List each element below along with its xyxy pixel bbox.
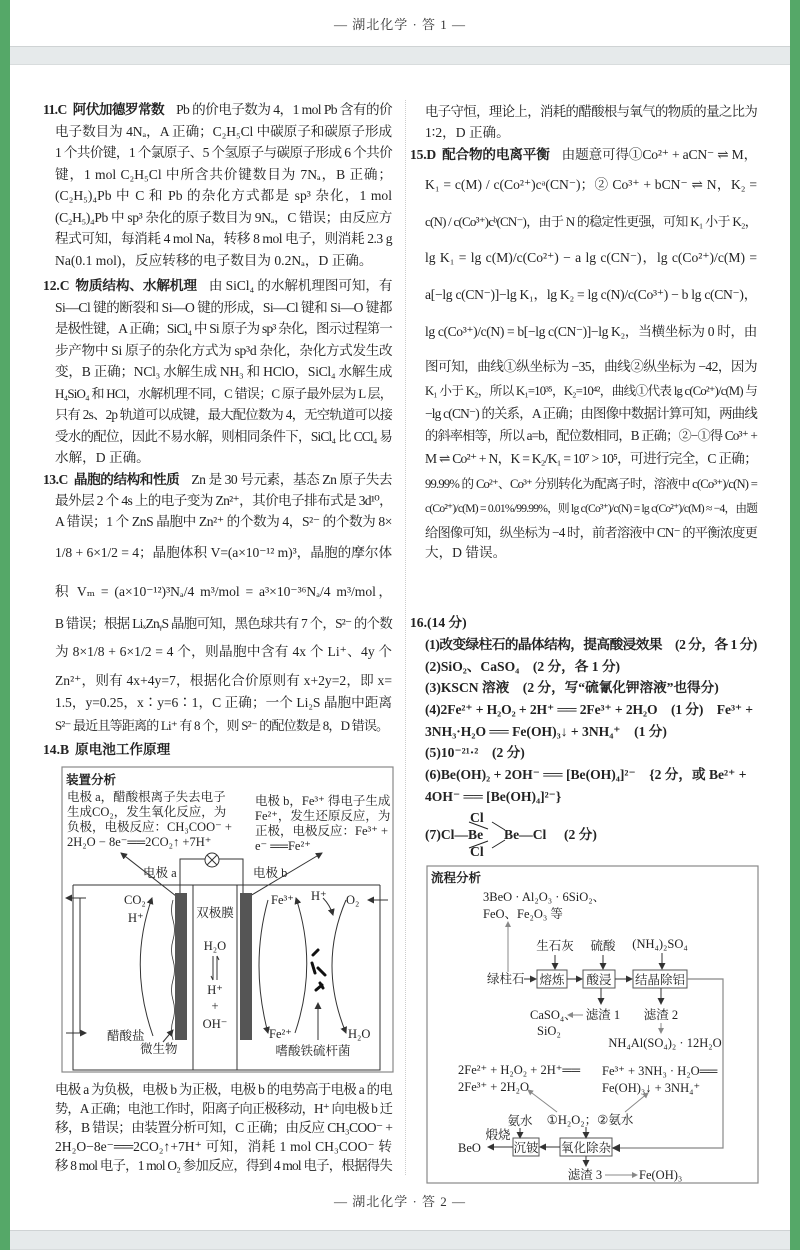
answer-line: A 错误；1 个 ZnS 晶胞中 Zn²⁺ 的个数为 4，S²⁻ 的个数为 8× <box>55 514 393 529</box>
question-topic: 晶胞的结构和性质 <box>73 472 180 487</box>
answer-line: (C₂H₅)₄Pb 中 C 和 Pb 的杂化方式都是 sp³ 杂化，1 mol <box>55 188 392 203</box>
ammonia-label: 氨水 <box>507 1114 533 1128</box>
question-topic: 物质结构、水解机理 <box>75 278 197 293</box>
answer-line: 势，A 正确；电池工作时，阳离子向正极移动，H⁺ 向电极 b 迁 <box>55 1101 392 1116</box>
equilibrium-arrows-icon <box>211 956 219 980</box>
equation-2-line-1: Fe³⁺ + 3NH₃ · H₂O══ <box>602 1064 718 1078</box>
answer-line: 电极 a 为负极，电极 b 为正极，电极 b 的电势高于电极 a 的电 <box>55 1082 392 1097</box>
answer-line: K₁ = c(M) / c(Co²⁺)cᵃ(CN⁻)；② Co³⁺ + bCN⁻ ⇌ N，K₂ = <box>425 177 757 192</box>
question-topic: 阿伏加德罗常数 <box>72 102 165 117</box>
answer-line: a[−lg c(CN⁻)]−lg K₁，lg K₂ = lg c(N)/c(Co³⁺) − b lg c(CN⁻)， <box>425 287 757 302</box>
device-title: 装置分析 <box>66 772 117 787</box>
membrane-label: 双极膜 <box>196 906 234 920</box>
device-diagram-box <box>62 767 393 1072</box>
left-note-2: 生成CO₂，发生氧化反应，为 <box>67 805 227 819</box>
question-topic: 配合物的电离平衡 <box>442 147 550 162</box>
answer-line: B 错误；根据 LiₓZnᵧS 晶胞可知，黑色球共有 7 个，S²⁻ 的个数 <box>55 616 392 631</box>
left-note-3: 负极，电极反应：CH₃COO⁻ + <box>67 820 232 834</box>
answer-line: 移 8 mol 电子，1 mol O₂ 参加反应，得到 4 mol 电子，根据得失 <box>55 1158 392 1173</box>
membrane-plus: + <box>211 999 219 1013</box>
answer-line: (C₂H₅)₄Pb 中 sp³ 杂化的原子数目为 9Nₐ，C 错误；由反应方 <box>55 209 392 225</box>
answer-line: 只有 2s、2p 轨道可以成键，最大配位数为 4，无空轨道可以接 <box>55 407 392 422</box>
question-number: 14.B <box>43 742 70 757</box>
question-number: 11.C <box>43 102 67 117</box>
answer-line: Zn²⁺，则有 4x+4y=7，根据化合价原则有 x+2y=2，即 x= <box>55 673 392 688</box>
answer-line: 键，1 mol C₂H₅Cl 中所含共价键数目为 7Nₐ，B 正确； <box>55 166 392 182</box>
answer-line: 1 个共价键，1 个氯原子、5 个氢原子与碳原子形成 6 个共价 <box>55 145 392 160</box>
answer-line: K₁ 小于 K₂，所以 K₁=10³⁵，K₂=10⁴²，曲线①代表 lg c(Co²⁺)/c(M) 与 <box>425 384 757 398</box>
structure-left: (7)Cl—Be <box>425 827 484 842</box>
answer-line: (5)10⁻²¹·² (2 分) <box>425 745 525 760</box>
beo-label: BeO <box>458 1141 481 1155</box>
answer-line: Na(0.1 mol)，反应转移的电子数目为 0.2Nₐ，D 正确。 <box>55 252 373 268</box>
beryl-label: 绿柱石 <box>487 972 525 986</box>
answer-line: 为 8×1/8 + 6×1/2 = 4 个，则晶胞中含有 4x 个 Li⁺、4y 个 <box>55 644 392 659</box>
left-h-label: H⁺ <box>128 911 144 925</box>
co2-label: CO₂ <box>124 893 146 907</box>
left-note-4: 2H₂O − 8e⁻══2CO₂↑ +7H⁺ <box>67 835 212 849</box>
answer-line: 1∶2，D 正确。 <box>425 125 510 140</box>
answer-line: 变，B 正确；NCl₃ 水解生成 NH₃ 和 HClO，SiCl₄ 水解生成 <box>55 364 392 379</box>
flow-title: 流程分析 <box>431 870 482 885</box>
residue-1-label: 滤渣 1 <box>585 1008 621 1022</box>
answer-line: Zn 是 30 号元素，基态 Zn 原子失去 <box>191 472 392 487</box>
right-note-1: 电极 b，Fe³⁺ 得电子生成 <box>255 794 391 808</box>
o2-label: O₂ <box>346 893 360 907</box>
question-score: (14 分) <box>427 615 467 630</box>
answer-line: 积 Vₘ = (a×10⁻¹²)³Nₐ/4 m³/mol = a³×10⁻³⁶Nₐ/4 m³/mol， <box>55 584 392 599</box>
question-number: 16. <box>410 615 427 630</box>
answer-line: 图可知，曲线①纵坐标为 −35，曲线②纵坐标为 −42，因为 <box>425 359 757 374</box>
answer-line: 4OH⁻ ══ [Be(OH)₄]²⁻} <box>425 789 562 804</box>
answer-line: (3)KSCN 溶液 (2 分，写“硫氰化钾溶液”也得分) <box>425 680 719 695</box>
residue-2-label: 滤渣 2 <box>643 1008 679 1022</box>
answer-line: 大，D 错误。 <box>425 545 507 560</box>
sulfuric-acid-label: 硫酸 <box>590 939 616 953</box>
page-1-footer: — 湖北化学 · 答 1 — <box>333 17 467 32</box>
structure-cl-top: Cl <box>470 810 484 825</box>
precipitate-step: 沉铍 <box>513 1141 539 1155</box>
structure-cl-bottom: Cl <box>470 844 484 859</box>
electrode-b <box>240 893 252 1040</box>
answer-line: −lg c(CN⁻) 的关系，A 正确；由图像中数据计算可知，两曲线 <box>425 406 757 421</box>
acid-leach-step: 酸浸 <box>586 973 612 987</box>
answer-line: 给图像可知，纵坐标为 −4 时，前者溶液中 CN⁻ 的平衡浓度更 <box>425 525 757 540</box>
crystallize-step: 结晶除铝 <box>634 973 686 987</box>
smelt-step: 熔炼 <box>539 973 565 987</box>
answer-line: 1/8 + 6×1/2 = 4；晶胞体积 V=(a×10⁻¹² m)³，晶胞的摩尔体 <box>55 545 392 560</box>
question-number: 15.D <box>410 147 437 162</box>
bulb-icon <box>205 853 219 867</box>
answer-line: c(N) / c(Co³⁺)cᵇ(CN⁻)，由于 N 的稳定性更强，可知 K₁ 小于 K₂， <box>425 214 757 229</box>
reagents-label: ①H₂O₂；②氨水 <box>546 1113 634 1127</box>
structure-right: Be—Cl <box>504 827 547 842</box>
ore-composition-1: 3BeO · Al₂O₃ · 6SiO₂、 <box>483 890 606 904</box>
answer-line: lg c(Co³⁺)/c(N) = b[−lg c(CN⁻)]−lg K₂，当横坐标为 0 时，由 <box>425 324 757 339</box>
ammonium-sulfate-label: (NH₄)₂SO₄ <box>632 937 688 951</box>
oxidation-step: 氧化除杂 <box>560 1141 612 1155</box>
answer-line: lg K₁ = lg c(M)/c(Co²⁺) − a lg c(CN⁻)，lg c(Co²⁺)/c(M) = <box>425 250 757 265</box>
answer-line: 1.5，y=0.25，x∶y=6∶1，C 正确；一个 Li₂S 晶胞中距离 <box>55 695 392 710</box>
right-note-3: 正极，电极反应：Fe³⁺ + <box>255 824 389 838</box>
answer-line: M ⇌ Co²⁺ + N，K = K₂/K₁ = 10⁷ > 10⁵，可进行完全，C 正确； <box>425 451 757 466</box>
electrode-a-label: 电极 a <box>143 866 177 880</box>
residue-1-comp-2: SiO₂ <box>537 1024 561 1038</box>
answer-line: 移，B 错误；由装置分析可知，C 正确；由反应 CH₃COO⁻ + <box>55 1120 393 1135</box>
question-number: 13.C <box>43 472 68 487</box>
electrode-b-label: 电极 b <box>253 866 288 880</box>
question-topic: 原电池工作原理 <box>75 742 171 757</box>
right-note-4: e⁻ ══Fe²⁺ <box>255 839 311 853</box>
answer-line: (4)2Fe²⁺ + H₂O₂ + 2H⁺ ══ 2Fe³⁺ + 2H₂O (1 分) Fe³⁺ + <box>425 702 753 717</box>
answer-line: 水解，D 正确。 <box>55 450 150 465</box>
membrane-h-plus: H⁺ <box>207 983 223 997</box>
answer-line: 3NH₃·H₂O ══ Fe(OH)₃↓ + 3NH₄⁺ (1 分) <box>425 724 667 739</box>
answer-line: 最外层 2 个 4s 上的电子变为 Zn²⁺，其价电子排布式是 3d¹⁰， <box>55 493 392 508</box>
page-2-footer: — 湖北化学 · 答 2 — <box>333 1194 467 1209</box>
acetate-label: 醋酸盐 <box>107 1029 145 1043</box>
fe2-label: Fe²⁺ <box>269 1027 292 1041</box>
answer-line: 电子守恒，理论上，消耗的醋酸根与氧气的物质的量之比为 <box>425 104 757 119</box>
residue-2-comp: NH₄Al(SO₄)₂ · 12H₂O <box>608 1036 722 1050</box>
membrane-h2o: H₂O <box>203 939 227 953</box>
answer-line: 步产物中 Si 原子的杂化方式为 sp³d 杂化，杂化方式发生改 <box>55 342 393 358</box>
answer-line: c(Co²⁺)/c(M) = 0.01%/99.99%，则 lg c(Co³⁺)/c(N) = lg c(Co²⁺)/c(M) ≈ −4，由题 <box>425 502 757 515</box>
quicklime-label: 生石灰 <box>536 939 574 953</box>
right-h-label: H⁺ <box>311 889 327 903</box>
answer-line: 电子数目为 4Nₐ，A 正确；C₂H₅Cl 中碳原子和碳原子形成 <box>55 123 392 139</box>
answer-line: 的斜率相等，所以 a=b，配位数相同，B 正确；②−①得 Co³⁺ + <box>425 428 757 443</box>
answer-line: H₄SiO₄ 和 HCl，水解机理不同，C 错误；C 原子最外层为 L 层， <box>55 385 392 401</box>
answer-line: Si—Cl 键的断裂和 Si—O 键的形成，Si—Cl 键和 Si—O 键都 <box>55 299 392 315</box>
answer-line: 2H₂O−8e⁻══2CO₂↑+7H⁺ 可知，消耗 1 mol CH₃COO⁻ 转 <box>55 1139 392 1154</box>
right-note-2: Fe²⁺，发生还原反应，为 <box>255 809 391 823</box>
answer-line: (1)改变绿柱石的晶体结构，提高酸浸效果 (2 分，各 1 分) <box>425 637 757 652</box>
electrode-a <box>175 893 187 1040</box>
residue-3-label: 滤渣 3 <box>567 1168 603 1182</box>
answer-line: 99.99% 的 Co²⁺、Co³⁺ 分别转化为配离子时，溶液中 c(Co³⁺)/c(N) = <box>425 477 757 491</box>
equation-1-line-1: 2Fe²⁺ + H₂O₂ + 2H⁺══ <box>458 1063 581 1077</box>
answer-line: 是极性键，A 正确；SiCl₄ 中 Si 原子为 sp³ 杂化，图示过程第一 <box>55 321 392 336</box>
membrane-oh-minus: OH⁻ <box>202 1017 228 1031</box>
left-note-1: 电极 a，醋酸根离子失去电子 <box>67 790 226 804</box>
flow-diagram <box>427 866 758 1183</box>
h2o-out-label: H₂O <box>348 1027 371 1041</box>
equation-2-line-2: Fe(OH)₃↓ + 3NH₄⁺ <box>602 1081 701 1095</box>
question-score: (2 分) <box>564 827 597 842</box>
ore-composition-2: FeO、Fe₂O₃ 等 <box>483 907 563 921</box>
feoh3-label: Fe(OH)₃ <box>639 1168 683 1182</box>
bacteria-icon <box>312 950 325 990</box>
bacteria-label: 嗜酸铁硫杆菌 <box>275 1044 351 1058</box>
question-number: 12.C <box>43 278 70 293</box>
answer-line: (6)Be(OH)₂ + 2OH⁻ ══ [Be(OH)₄]²⁻ {2 分，或 Be²⁺ + <box>425 767 747 782</box>
answer-line: 受水的配位，因此不易水解，则相同条件下，SiCl₄ 比 CCl₄ 易 <box>55 428 392 444</box>
calcine-label: 煅烧 <box>485 1128 511 1142</box>
residue-1-comp-1: CaSO₄、 <box>530 1008 577 1022</box>
answer-line: Pb 的价电子数为 4，1 mol Pb 含有的价 <box>176 102 392 117</box>
answer-line: 由 SiCl₄ 的水解机理图可知，有 <box>208 278 393 293</box>
answer-line: 程式可知，每消耗 4 mol Na，转移 8 mol 电子，则消耗 2.3 g <box>55 231 392 246</box>
fe3-label: Fe³⁺ <box>271 893 294 907</box>
equation-1-line-2: 2Fe³⁺ + 2H₂O <box>458 1080 530 1094</box>
answer-line: S²⁻ 最近且等距离的 Li⁺ 有 8 个，则 S²⁻ 的配位数是 8，D 错误。 <box>55 718 389 733</box>
microbe-label: 微生物 <box>140 1042 178 1056</box>
answer-line: (2)SiO₂、CaSO₄ (2 分，各 1 分) <box>425 659 621 674</box>
answer-line: 由题意可得①Co²⁺ + aCN⁻ ⇌ M， <box>561 147 757 162</box>
